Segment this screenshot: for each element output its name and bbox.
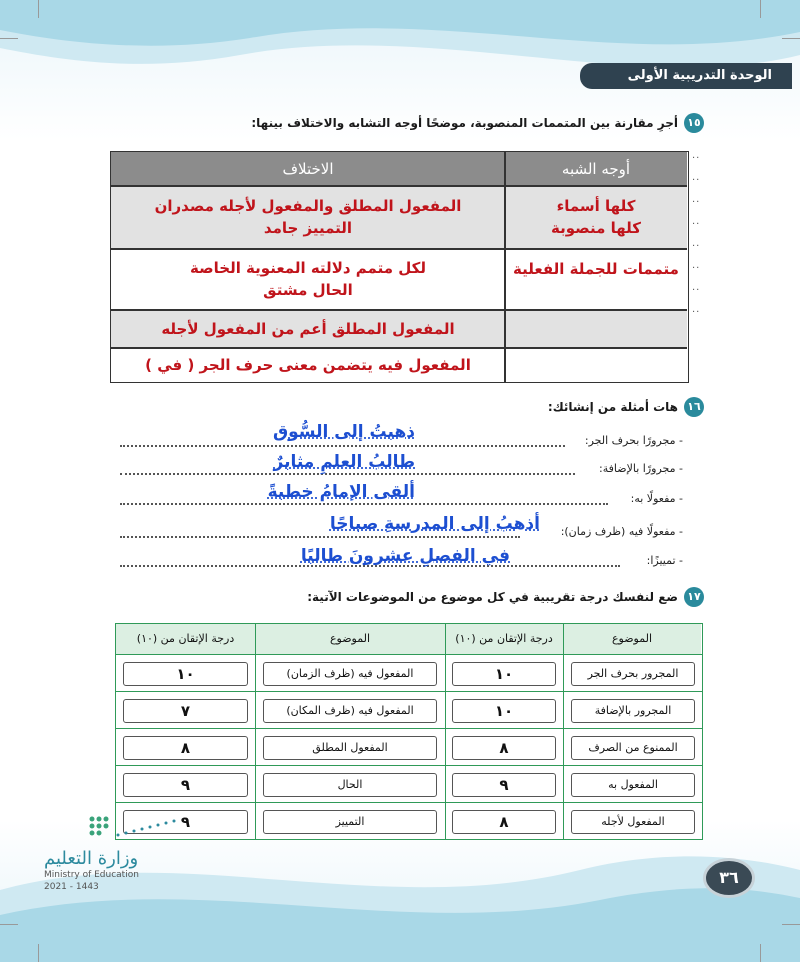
row2-difference: لكل متمم دلالته المعنوية الخاصة الحال مشتق (190, 259, 426, 299)
question-number-15: ١٥ (684, 113, 704, 133)
topic-right-1: المجرور بحرف الجر (571, 662, 695, 686)
question-16-prompt: هات أمثلة من إنشائك: (547, 400, 678, 414)
ministry-name-arabic: وزارة التعليم (44, 848, 139, 869)
row3-difference: المفعول المطلق أعم من المفعول لأجله (161, 319, 455, 338)
top-wave-decoration (0, 0, 800, 110)
margin-dots: .. .. .. .. .. .. .. .. (692, 150, 701, 315)
grade-left-5: ٩ (123, 810, 248, 834)
grade-right-4: ٩ (452, 773, 556, 797)
h-topic-right: الموضوع (563, 624, 701, 654)
h-grade-right: درجة الإتقان من (١٠) (445, 624, 563, 654)
topic-right-2: المجرور بالإضافة (571, 699, 695, 723)
question-15-prompt: أجرِ مقارنة بين المتممات المنصوبة، موضحًا أوجه التشابه والاختلاف بينها: (251, 116, 678, 130)
topic-left-3: المفعول المطلق (263, 736, 437, 760)
comparison-table (110, 151, 689, 383)
grade-right-5: ٨ (452, 810, 556, 834)
topic-right-5: المفعول لأجله (571, 810, 695, 834)
grade-right-3: ٨ (452, 736, 556, 760)
example-answer-4: أذهبُ إلى المدرسةِ صباحًا (329, 514, 540, 534)
self-assessment-table (115, 623, 703, 840)
row2-similarity: متممات للجملة الفعلية (513, 260, 679, 278)
example-answer-5: في الفصلِ عشرونَ طالبًا (300, 546, 510, 566)
grade-left-1: ١٠ (123, 662, 248, 686)
example-answer-3: ألقى الإمامُ خطبةً (267, 482, 415, 502)
row1-difference: المفعول المطلق والمفعول لأجله مصدران التمييز جامد (154, 197, 462, 237)
example-label-3: - مفعولًا به: (630, 492, 683, 505)
grade-left-3: ٨ (123, 736, 248, 760)
ministry-logo-icon (88, 815, 183, 845)
example-label-1: - مجرورًا بحرف الجر: (584, 434, 683, 447)
topic-left-2: المفعول فيه (ظرف المكان) (263, 699, 437, 723)
ministry-name-english: Ministry of Education (44, 870, 139, 880)
header-similarities: أوجه الشبه (505, 152, 687, 186)
h-topic-left: الموضوع (255, 624, 445, 654)
example-answer-1: ذهبتُ إلى السُّوق (272, 422, 415, 442)
question-number-17: ١٧ (684, 587, 704, 607)
topic-left-4: الحال (263, 773, 437, 797)
example-label-2: - مجرورًا بالإضافة: (599, 462, 683, 475)
example-label-4: - مفعولًا فيه (ظرف زمان): (560, 525, 683, 538)
grade-right-2: ١٠ (452, 699, 556, 723)
grade-left-4: ٩ (123, 773, 248, 797)
h-grade-left: درجة الإتقان من (١٠) (116, 624, 255, 654)
topic-left-1: المفعول فيه (ظرف الزمان) (263, 662, 437, 686)
topic-right-3: الممنوع من الصرف (571, 736, 695, 760)
grade-left-2: ٧ (123, 699, 248, 723)
unit-title-tab: الوحدة التدريبية الأولى (580, 63, 792, 89)
question-number-16: ١٦ (684, 397, 704, 417)
question-17-prompt: ضع لنفسك درجة تقريبية في كل موضوع من الموضوعات الآتية: (307, 590, 678, 604)
header-differences: الاختلاف (111, 152, 505, 186)
row4-difference: المفعول فيه يتضمن معنى حرف الجر ( في ) (145, 356, 471, 374)
grade-right-1: ١٠ (452, 662, 556, 686)
example-answer-2: طالبُ العلمِ مثابرٌ (273, 452, 415, 472)
edition-year: 2021 - 1443 (44, 882, 99, 892)
page-number: ٣٦ (703, 858, 755, 898)
topic-left-5: التمييز (263, 810, 437, 834)
topic-right-4: المفعول به (571, 773, 695, 797)
row1-similarity: كلها أسماء كلها منصوبة (551, 197, 641, 237)
example-label-5: - تمييزًا: (646, 554, 683, 567)
